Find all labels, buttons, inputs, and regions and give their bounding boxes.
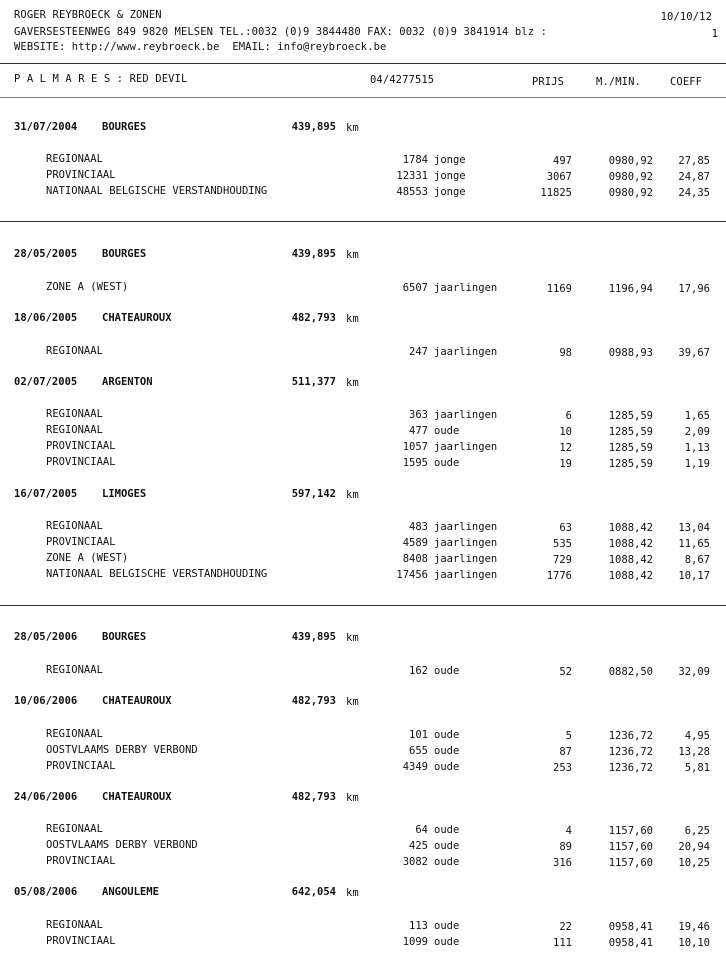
- result-entrants: 12331: [396, 170, 428, 182]
- race-place: BOURGES: [102, 631, 147, 643]
- result-category: PROVINCIAAL: [46, 935, 116, 947]
- result-speed: 0980,92: [608, 171, 653, 183]
- result-age-class: jaarlingen: [434, 409, 498, 421]
- section-divider: [0, 605, 726, 606]
- result-age-class: jonge: [434, 154, 466, 166]
- result-speed: 1157,60: [608, 825, 653, 837]
- result-age-class: oude: [434, 457, 460, 469]
- result-prize: 87: [559, 746, 572, 758]
- result-entrants: 655: [409, 745, 428, 757]
- result-coeff: 20,94: [678, 841, 710, 853]
- result-speed: 0980,92: [608, 187, 653, 199]
- result-speed: 1285,59: [608, 426, 653, 438]
- result-prize: 4: [565, 825, 572, 837]
- result-category: OOSTVLAAMS DERBY VERBOND: [46, 744, 198, 756]
- result-entrants: 101: [409, 729, 428, 741]
- result-coeff: 10,10: [678, 937, 710, 949]
- ring-number: 04/4277515: [370, 74, 435, 86]
- race-date: 28/05/2005: [14, 248, 78, 260]
- result-age-class: jaarlingen: [434, 521, 498, 533]
- result-entrants: 3082: [402, 856, 428, 868]
- company-name: ROGER REYBROECK & ZONEN: [14, 9, 162, 21]
- result-entrants: 1099: [402, 936, 428, 948]
- result-speed: 1196,94: [608, 283, 653, 295]
- race-place: CHATEAUROUX: [102, 791, 172, 803]
- result-speed: 1157,60: [608, 841, 653, 853]
- result-speed: 0958,41: [608, 937, 653, 949]
- result-age-class: jaarlingen: [434, 282, 498, 294]
- result-coeff: 10,25: [678, 857, 710, 869]
- result-speed: 1088,42: [608, 538, 653, 550]
- result-category: PROVINCIAAL: [46, 536, 116, 548]
- result-coeff: 19,46: [678, 921, 710, 933]
- result-entrants: 363: [409, 409, 428, 421]
- race-date: 16/07/2005: [14, 488, 78, 500]
- race-date: 18/06/2005: [14, 312, 78, 324]
- race-distance: 439,895: [291, 631, 336, 643]
- result-coeff: 11,65: [678, 538, 710, 550]
- result-coeff: 13,28: [678, 746, 710, 758]
- result-speed: 1157,60: [608, 857, 653, 869]
- race-distance: 482,793: [291, 695, 336, 707]
- result-coeff: 39,67: [678, 347, 710, 359]
- result-age-class: oude: [434, 840, 460, 852]
- result-prize: 63: [559, 522, 572, 534]
- result-category: ZONE A (WEST): [46, 281, 129, 293]
- result-age-class: jonge: [434, 186, 466, 198]
- result-coeff: 8,67: [684, 554, 710, 566]
- result-entrants: 162: [409, 665, 428, 677]
- race-distance-unit: km: [346, 122, 359, 134]
- result-entrants: 48553: [396, 186, 428, 198]
- result-entrants: 483: [409, 521, 428, 533]
- result-speed: 1236,72: [608, 762, 653, 774]
- print-date: 10/10/12: [660, 11, 712, 23]
- result-category: REGIONAAL: [46, 728, 103, 740]
- result-speed: 1236,72: [608, 746, 653, 758]
- race-distance-unit: km: [346, 249, 359, 261]
- result-category: PROVINCIAAL: [46, 440, 116, 452]
- result-age-class: oude: [434, 665, 460, 677]
- result-category: PROVINCIAAL: [46, 169, 116, 181]
- col-coeff: COEFF: [670, 76, 703, 88]
- result-speed: 0958,41: [608, 921, 653, 933]
- result-prize: 19: [559, 458, 572, 470]
- result-speed: 1088,42: [608, 554, 653, 566]
- result-entrants: 4349: [402, 761, 428, 773]
- result-coeff: 32,09: [678, 666, 710, 678]
- result-entrants: 64: [415, 824, 428, 836]
- result-age-class: jaarlingen: [434, 441, 498, 453]
- result-entrants: 4589: [402, 537, 428, 549]
- column-rule: [0, 97, 726, 98]
- race-place: CHATEAUROUX: [102, 695, 172, 707]
- result-age-class: jaarlingen: [434, 346, 498, 358]
- result-category: REGIONAAL: [46, 424, 103, 436]
- result-category: NATIONAAL BELGISCHE VERSTANDHOUDING: [46, 568, 268, 580]
- result-entrants: 6507: [402, 282, 428, 294]
- result-category: REGIONAAL: [46, 919, 103, 931]
- result-age-class: oude: [434, 920, 460, 932]
- race-place: ARGENTON: [102, 376, 153, 388]
- result-speed: 1285,59: [608, 442, 653, 454]
- section-divider: [0, 221, 726, 222]
- result-category: REGIONAAL: [46, 345, 103, 357]
- result-coeff: 24,35: [678, 187, 710, 199]
- result-prize: 1169: [546, 283, 572, 295]
- result-speed: 0988,93: [608, 347, 653, 359]
- col-prijs: PRIJS: [532, 76, 565, 88]
- result-category: REGIONAAL: [46, 823, 103, 835]
- result-coeff: 4,95: [684, 730, 710, 742]
- result-category: REGIONAAL: [46, 153, 103, 165]
- result-category: PROVINCIAAL: [46, 456, 116, 468]
- result-coeff: 17,96: [678, 283, 710, 295]
- result-prize: 6: [565, 410, 572, 422]
- result-entrants: 17456: [396, 569, 428, 581]
- result-prize: 1776: [546, 570, 572, 582]
- result-category: REGIONAAL: [46, 408, 103, 420]
- race-place: BOURGES: [102, 121, 147, 133]
- race-date: 24/06/2006: [14, 791, 78, 803]
- result-prize: 5: [565, 730, 572, 742]
- race-distance: 482,793: [291, 791, 336, 803]
- result-prize: 98: [559, 347, 572, 359]
- race-distance-unit: km: [346, 313, 359, 325]
- result-age-class: jaarlingen: [434, 569, 498, 581]
- result-age-class: oude: [434, 761, 460, 773]
- race-distance: 482,793: [291, 312, 336, 324]
- race-distance: 439,895: [291, 121, 336, 133]
- result-coeff: 24,87: [678, 171, 710, 183]
- result-speed: 0882,50: [608, 666, 653, 678]
- result-category: PROVINCIAAL: [46, 855, 116, 867]
- result-category: PROVINCIAAL: [46, 760, 116, 772]
- race-date: 05/08/2006: [14, 886, 78, 898]
- race-distance-unit: km: [346, 489, 359, 501]
- race-distance-unit: km: [346, 887, 359, 899]
- result-prize: 12: [559, 442, 572, 454]
- race-distance-unit: km: [346, 632, 359, 644]
- race-date: 31/07/2004: [14, 121, 78, 133]
- race-place: CHATEAUROUX: [102, 312, 172, 324]
- race-distance-unit: km: [346, 377, 359, 389]
- result-age-class: oude: [434, 729, 460, 741]
- result-prize: 89: [559, 841, 572, 853]
- result-coeff: 1,13: [684, 442, 710, 454]
- result-age-class: oude: [434, 745, 460, 757]
- result-speed: 1285,59: [608, 458, 653, 470]
- col-speed: M./MIN.: [596, 76, 641, 88]
- result-coeff: 1,65: [684, 410, 710, 422]
- race-date: 28/05/2006: [14, 631, 78, 643]
- result-prize: 3067: [546, 171, 572, 183]
- result-prize: 253: [553, 762, 572, 774]
- web-email-line: WEBSITE: http://www.reybroeck.be EMAIL: info@reybroeck.be: [14, 41, 387, 53]
- result-speed: 1285,59: [608, 410, 653, 422]
- race-distance: 439,895: [291, 248, 336, 260]
- result-age-class: oude: [434, 856, 460, 868]
- result-prize: 22: [559, 921, 572, 933]
- result-entrants: 425: [409, 840, 428, 852]
- result-prize: 111: [553, 937, 572, 949]
- result-category: NATIONAAL BELGISCHE VERSTANDHOUDING: [46, 185, 268, 197]
- result-age-class: oude: [434, 425, 460, 437]
- result-coeff: 2,09: [684, 426, 710, 438]
- result-prize: 316: [553, 857, 572, 869]
- result-coeff: 13,04: [678, 522, 710, 534]
- race-distance-unit: km: [346, 792, 359, 804]
- race-distance-unit: km: [346, 696, 359, 708]
- result-age-class: oude: [434, 936, 460, 948]
- result-category: OOSTVLAAMS DERBY VERBOND: [46, 839, 198, 851]
- result-coeff: 5,81: [684, 762, 710, 774]
- race-date: 10/06/2006: [14, 695, 78, 707]
- header-rule: [0, 63, 726, 64]
- race-place: BOURGES: [102, 248, 147, 260]
- race-distance: 597,142: [291, 488, 336, 500]
- result-prize: 729: [553, 554, 572, 566]
- race-date: 02/07/2005: [14, 376, 78, 388]
- address-line: GAVERSESTEENWEG 849 9820 MELSEN TEL.:0032 (0)9 3844480 FAX: 0032 (0)9 3841914 blz :: [14, 26, 547, 38]
- result-prize: 11825: [540, 187, 572, 199]
- result-category: REGIONAAL: [46, 520, 103, 532]
- result-age-class: jaarlingen: [434, 537, 498, 549]
- result-prize: 497: [553, 155, 572, 167]
- race-distance: 642,054: [291, 886, 336, 898]
- result-entrants: 1595: [402, 457, 428, 469]
- page-number: 1: [711, 28, 718, 40]
- result-coeff: 1,19: [684, 458, 710, 470]
- result-coeff: 6,25: [684, 825, 710, 837]
- result-entrants: 477: [409, 425, 428, 437]
- result-age-class: jonge: [434, 170, 466, 182]
- result-prize: 10: [559, 426, 572, 438]
- result-prize: 535: [553, 538, 572, 550]
- result-entrants: 8408: [402, 553, 428, 565]
- race-place: ANGOULEME: [102, 886, 159, 898]
- race-place: LIMOGES: [102, 488, 147, 500]
- result-entrants: 1057: [402, 441, 428, 453]
- result-age-class: oude: [434, 824, 460, 836]
- result-entrants: 113: [409, 920, 428, 932]
- result-coeff: 10,17: [678, 570, 710, 582]
- palmares-title: P A L M A R E S : RED DEVIL: [14, 73, 188, 85]
- result-speed: 1088,42: [608, 570, 653, 582]
- result-category: ZONE A (WEST): [46, 552, 129, 564]
- result-prize: 52: [559, 666, 572, 678]
- race-distance: 511,377: [291, 376, 336, 388]
- result-entrants: 247: [409, 346, 428, 358]
- result-speed: 1236,72: [608, 730, 653, 742]
- result-speed: 0980,92: [608, 155, 653, 167]
- result-age-class: jaarlingen: [434, 553, 498, 565]
- result-coeff: 27,85: [678, 155, 710, 167]
- result-category: REGIONAAL: [46, 664, 103, 676]
- result-speed: 1088,42: [608, 522, 653, 534]
- result-entrants: 1784: [402, 154, 428, 166]
